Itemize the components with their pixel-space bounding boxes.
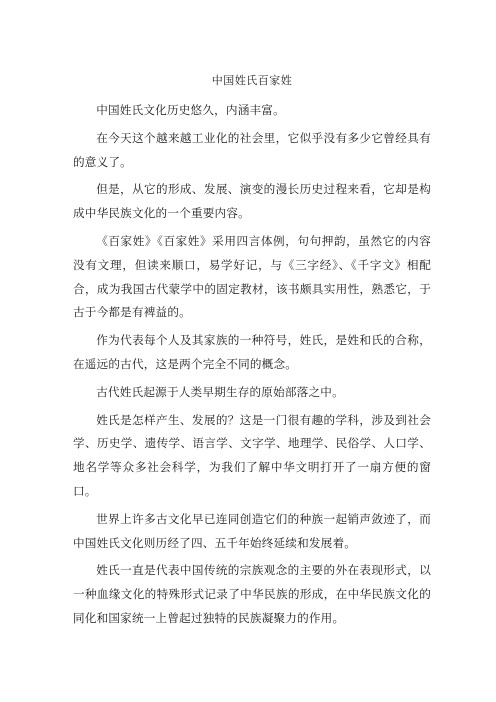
- paragraph-3: 但是，从它的形成、发展、演变的漫长历史过程来看，它却是构成中华民族文化的一个重要内容。: [73, 182, 431, 221]
- paragraph-6: 古代姓氏起源于人类早期生存的原始部落之中。: [96, 384, 344, 399]
- paragraph-1: 中国姓氏文化历史悠久，内涵丰富。: [96, 103, 285, 117]
- document-page: [73, 72, 431, 635]
- document-title: 中国姓氏百家姓: [211, 74, 293, 87]
- paragraph-4: 《百家姓》《百家姓》采用四言体例，句句押韵，虽然它的内容没有文理，但读来顺口，易学好记，与《三字经》、《千字文》相配合，成为我国古代蒙学中的固定教材，该书颇具实用性，熟悉它，于古于今都是有裨益的。: [73, 233, 431, 320]
- paragraph-2: 在今天这个越来越工业化的社会里，它似乎没有多少它曾经具有的意义了。: [73, 130, 431, 169]
- paragraph-7: 姓氏是怎样产生、发展的？这是一门很有趣的学科，涉及到社会学、历史学、遗传学、语言学、文字学、地理学、民俗学、人口学、地名学等众多社会科学，为我们了解中华文明打开了一扇方便的窗口。: [73, 412, 431, 498]
- paragraph-8: 世界上许多古文化早已连同创造它们的种族一起销声敛迹了，而中国姓氏文化则历经了四、五千年始终延续和发展着。: [73, 511, 431, 550]
- paragraph-5: 作为代表每个人及其家族的一种符号，姓氏，是姓和氏的合称，在遥远的古代，这是两个完全不同的概念。: [73, 333, 431, 371]
- paragraph-9: 姓氏一直是代表中国传统的宗族观念的主要的外在表现形式，以一种血缘文化的特殊形式记录了中华民族的形成，在中华民族文化的同化和国家统一上曾起过独特的民族凝聚力的作用。: [73, 563, 431, 625]
